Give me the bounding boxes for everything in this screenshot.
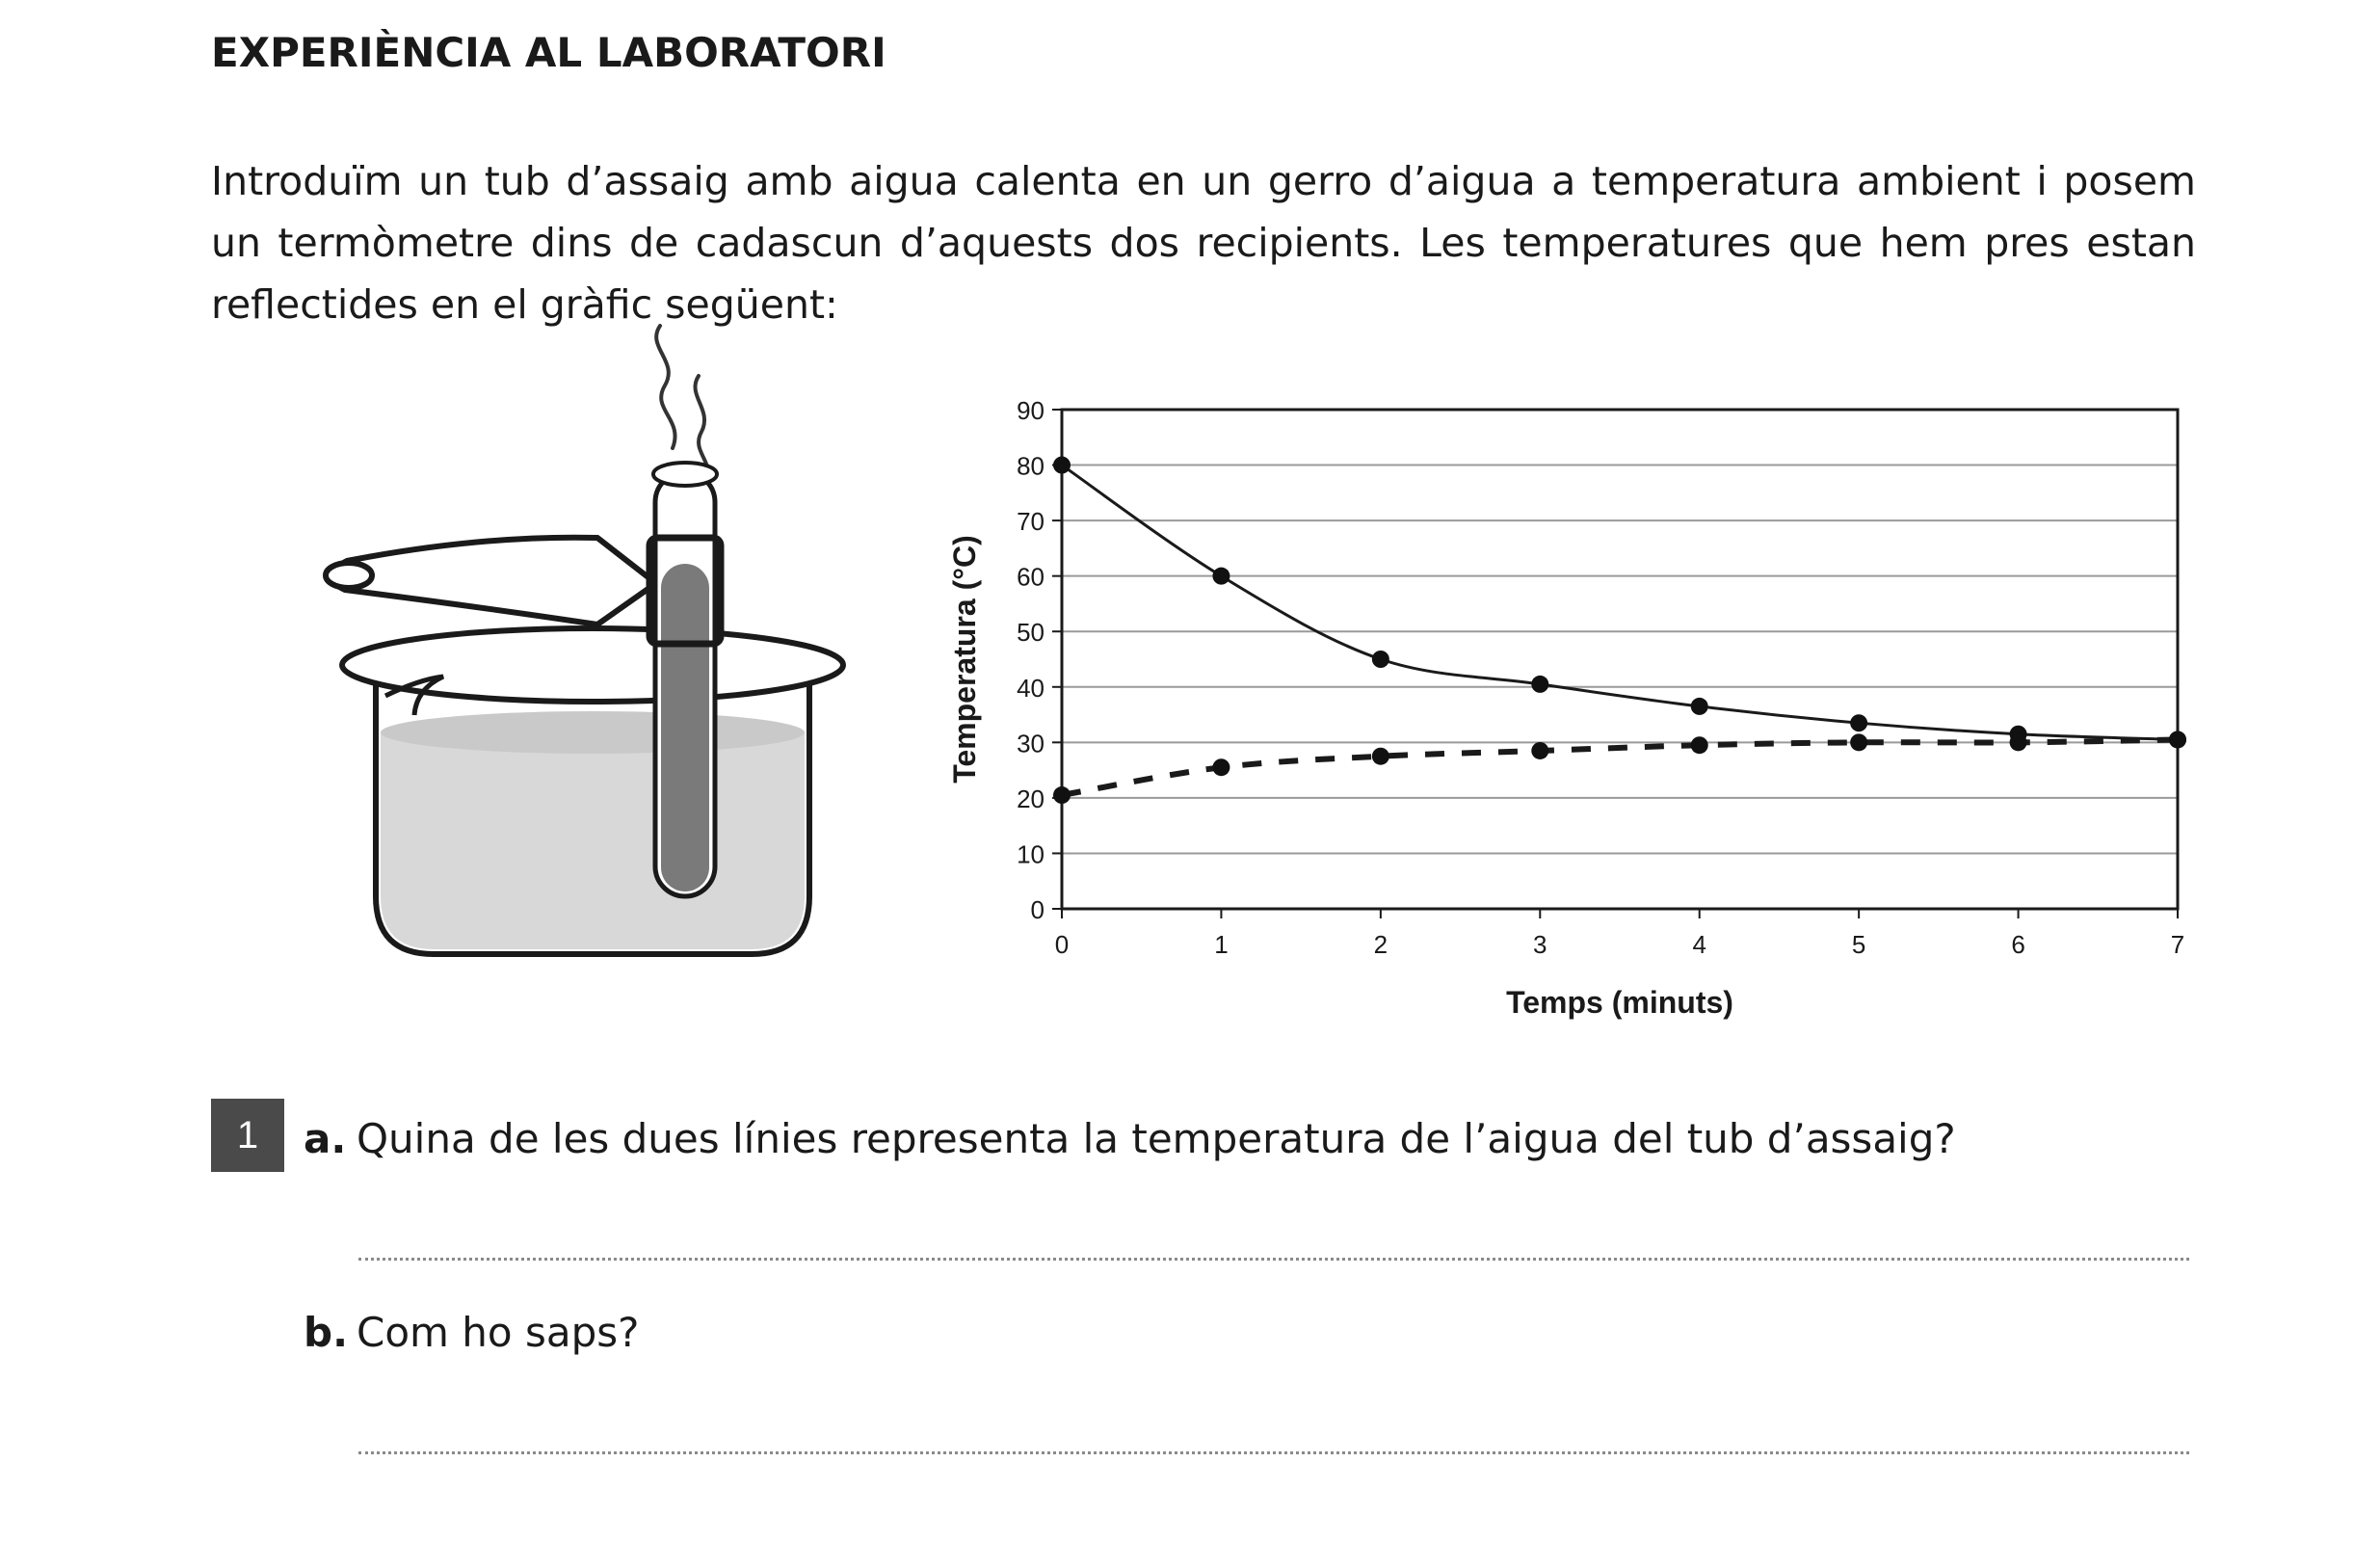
ytick-label: 70 bbox=[1017, 507, 1045, 537]
xtick-label: 6 bbox=[2011, 930, 2025, 959]
data-point-solid bbox=[1372, 651, 1389, 668]
data-point-dashed bbox=[2010, 733, 2027, 751]
answer-line-a[interactable] bbox=[358, 1258, 2189, 1261]
data-point-dashed bbox=[2169, 731, 2186, 748]
data-point-solid bbox=[1053, 457, 1071, 474]
ytick-label: 30 bbox=[1017, 729, 1045, 758]
data-point-dashed bbox=[1531, 742, 1548, 759]
chart-xlabel: Temps (minuts) bbox=[1506, 985, 1733, 1020]
xtick-label: 7 bbox=[2170, 930, 2185, 959]
data-point-solid bbox=[1691, 698, 1708, 715]
intro-paragraph: Introduïm un tub d’assaig amb aigua calenta en un gerro d’aigua a temperatura ambient i posem un termòmetre dins de cadascun d’aquests dos recipients. Les temperatures que hem pres estan reflectides en el gràfic següent: bbox=[211, 158, 2196, 328]
lab-illustration bbox=[308, 318, 848, 973]
question-b-text: Com ho saps? bbox=[357, 1309, 640, 1356]
xtick-label: 0 bbox=[1054, 930, 1070, 959]
question-a bbox=[304, 1115, 1956, 1162]
xtick-label: 2 bbox=[1373, 930, 1388, 959]
data-point-dashed bbox=[1372, 748, 1389, 765]
data-point-dashed bbox=[1691, 736, 1708, 754]
ytick-label: 0 bbox=[1030, 895, 1045, 924]
xtick-label: 4 bbox=[1692, 930, 1706, 959]
ytick-label: 90 bbox=[1017, 396, 1045, 425]
plot-frame bbox=[1062, 410, 2178, 909]
chart-grid bbox=[1062, 410, 2178, 853]
xtick-label: 1 bbox=[1214, 930, 1229, 959]
xtick-label: 5 bbox=[1851, 930, 1866, 959]
chart-axes bbox=[1017, 396, 2184, 959]
data-point-dashed bbox=[1053, 786, 1071, 804]
ytick-label: 60 bbox=[1017, 562, 1045, 592]
ytick-label: 50 bbox=[1017, 618, 1045, 648]
series-line-solid bbox=[1062, 465, 2178, 740]
test-tube-icon bbox=[653, 463, 717, 896]
question-a-text: Quina de les dues línies representa la temperatura de l’aigua del tub d’assaig? bbox=[357, 1115, 1956, 1162]
data-point-dashed bbox=[1850, 733, 1867, 751]
ytick-label: 20 bbox=[1017, 784, 1045, 813]
question-a-letter: a. bbox=[304, 1115, 347, 1162]
data-point-solid bbox=[1850, 714, 1867, 731]
temperature-chart bbox=[915, 381, 2207, 1036]
data-point-dashed bbox=[1212, 758, 1230, 776]
page-title: EXPERIÈNCIA AL LABORATORI bbox=[211, 29, 886, 76]
chart-ylabel: Temperatura (°C) bbox=[947, 535, 982, 784]
question-b bbox=[304, 1309, 639, 1356]
xtick-label: 3 bbox=[1533, 930, 1547, 959]
ytick-label: 40 bbox=[1017, 673, 1045, 703]
ytick-label: 10 bbox=[1017, 839, 1045, 869]
chart-series bbox=[1053, 457, 2186, 804]
data-point-solid bbox=[1531, 676, 1548, 693]
question-number-badge: 1 bbox=[211, 1099, 284, 1172]
beaker-icon bbox=[342, 628, 843, 954]
question-b-letter: b. bbox=[304, 1309, 349, 1356]
answer-line-b[interactable] bbox=[358, 1451, 2189, 1454]
ytick-label: 80 bbox=[1017, 451, 1045, 481]
data-point-solid bbox=[1212, 568, 1230, 585]
